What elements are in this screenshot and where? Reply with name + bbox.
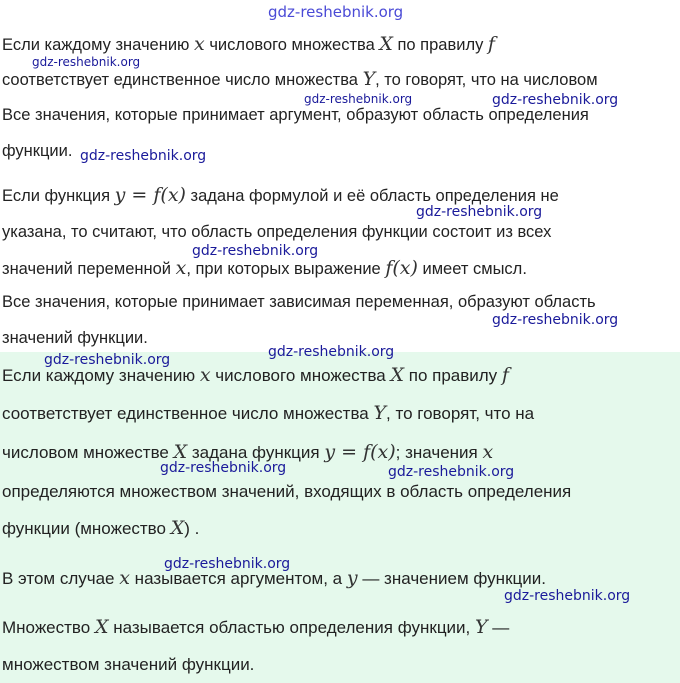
green-line-5: функции (множество X) . (2, 517, 200, 539)
watermark: gdz-reshebnik.org (504, 588, 631, 604)
definition-line-1: Если каждому значению x числового множества X по правилу f (2, 33, 495, 55)
watermark: gdz-reshebnik.org (44, 352, 171, 368)
watermark: gdz-reshebnik.org (268, 344, 395, 360)
green-line-6: В этом случае x называется аргументом, а y — значением функции. (2, 567, 546, 589)
watermark: gdz-reshebnik.org (160, 460, 287, 476)
green-line-3: числовом множестве X задана функция y = f(x); значения x (2, 441, 494, 463)
range-rule-line-2: значений функции. (2, 329, 148, 347)
formula-rule-line-1: Если функция y = f(x) задана формулой и её область определения не (2, 184, 559, 206)
watermark: gdz-reshebnik.org (268, 3, 404, 21)
watermark: gdz-reshebnik.org (388, 464, 515, 480)
watermark: gdz-reshebnik.org (492, 92, 619, 108)
watermark: gdz-reshebnik.org (80, 148, 207, 164)
range-rule-line-1: Все значения, которые принимает зависимая переменная, образуют область (2, 293, 596, 311)
green-line-8: множеством значений функции. (2, 655, 255, 674)
definition-line-3: Все значения, которые принимает аргумент, образуют область определения (2, 106, 589, 124)
watermark: gdz-reshebnik.org (192, 243, 319, 259)
formula-rule-line-2: указана, то считают, что область определения функции состоит из всех (2, 223, 552, 241)
watermark: gdz-reshebnik.org (164, 556, 291, 572)
green-line-7: Множество X называется областью определения функции, Y — (2, 616, 510, 638)
definition-line-4: функции. (2, 142, 73, 160)
green-line-4: определяются множеством значений, входящих в область определения (2, 482, 572, 501)
watermark: gdz-reshebnik.org (32, 55, 141, 69)
watermark: gdz-reshebnik.org (304, 92, 413, 106)
formula-rule-line-3: значений переменной x, при которых выражение f(x) имеет смысл. (2, 257, 527, 279)
definition-line-2: соответствует единственное число множества Y, то говорят, что на числовом (2, 68, 598, 90)
watermark: gdz-reshebnik.org (416, 204, 543, 220)
green-line-1: Если каждому значению x числового множества X по правилу f (2, 364, 509, 386)
green-line-2: соответствует единственное число множества Y, то говорят, что на (2, 402, 535, 424)
watermark: gdz-reshebnik.org (492, 312, 619, 328)
